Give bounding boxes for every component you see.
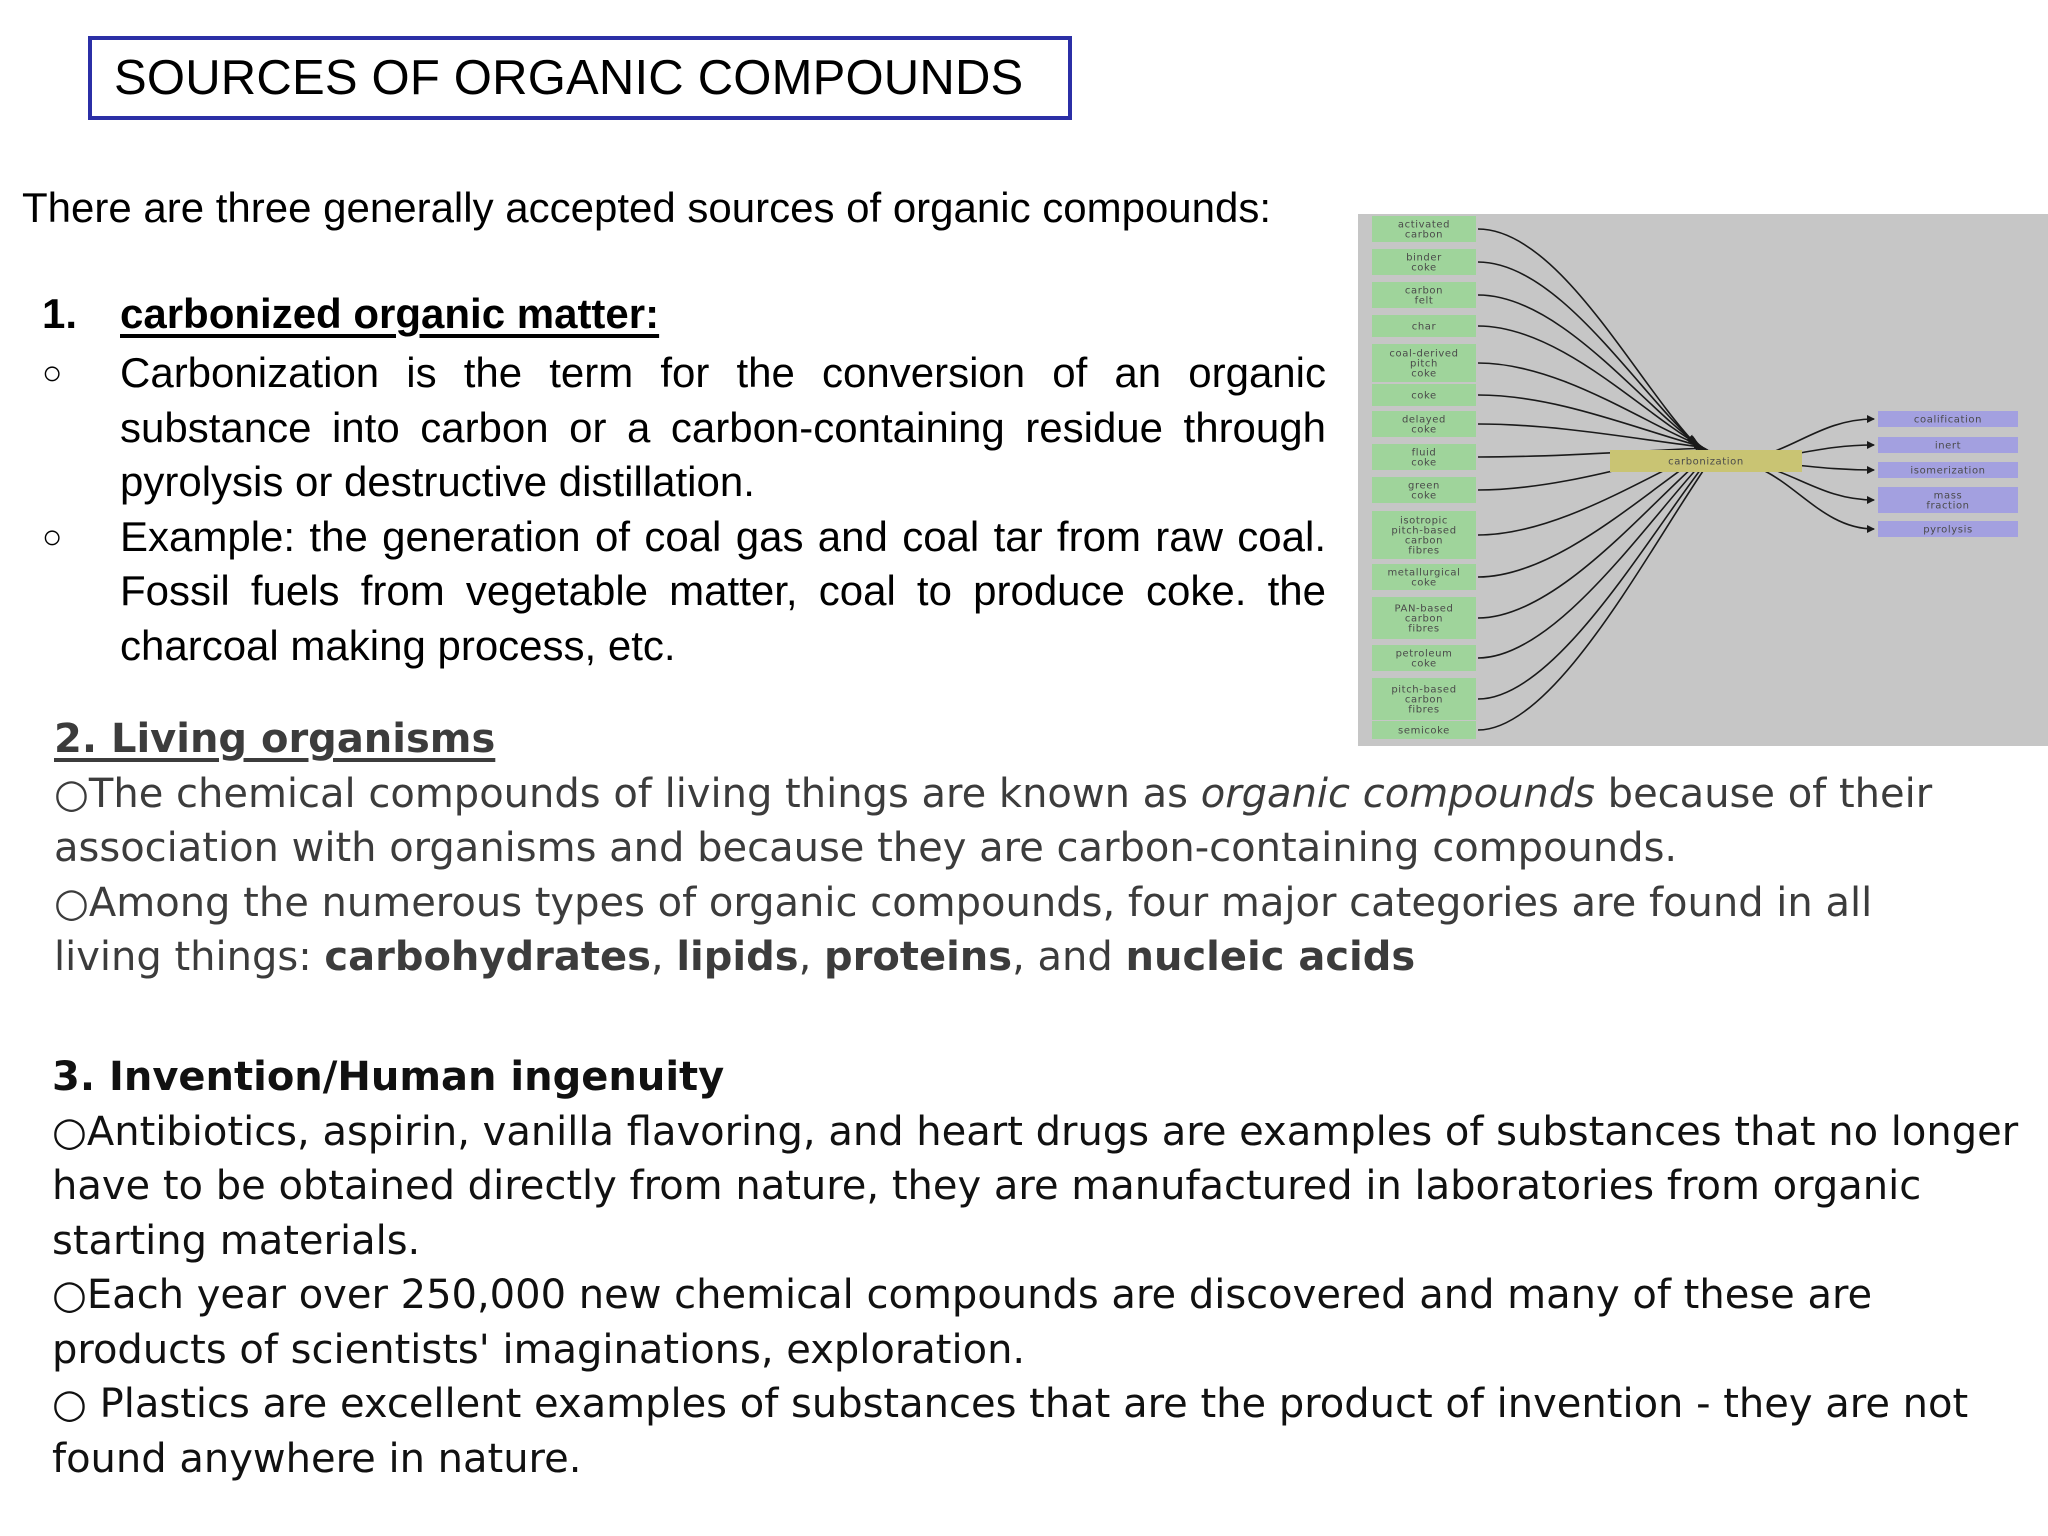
section1-number: 1. <box>42 290 78 337</box>
section1-bullet-list <box>42 346 1326 673</box>
diagram-node-right-label: pyrolysis <box>1923 524 1973 536</box>
section2-paragraph-1 <box>54 767 1984 876</box>
diagram-edge-left <box>1478 229 1694 442</box>
intro-text: There are three generally accepted sources of organic compounds: <box>22 184 1272 231</box>
term-carbohydrates: carbohydrates <box>324 934 651 980</box>
term-proteins: proteins <box>824 934 1013 980</box>
diagram-node-left-label: felt <box>1414 295 1434 307</box>
diagram-node-left-label: green <box>1408 480 1440 492</box>
diagram-edge-left <box>1478 424 1703 447</box>
diagram-edge-left <box>1478 262 1696 443</box>
slide-title-text: SOURCES OF ORGANIC COMPOUNDS <box>114 51 1024 105</box>
section3-paragraph-2: ○Each year over 250,000 new chemical compounds are discovered and many of these are products of scientists' imaginations, exploration. <box>52 1272 1873 1373</box>
diagram-node-left-label: coke <box>1411 658 1437 670</box>
diagram-node-left-label: carbon <box>1404 229 1444 241</box>
separator: , and <box>1012 934 1126 980</box>
diagram-node-right <box>1878 462 2018 478</box>
diagram-node-left-label: coal-derived <box>1389 348 1459 360</box>
diagram-node-left-label: binder <box>1406 252 1442 264</box>
term-lipids: lipids <box>676 934 799 980</box>
diagram-node-left-label: coke <box>1411 457 1437 469</box>
diagram-node-left-label: pitch-based <box>1391 684 1457 696</box>
section3-heading: 3. Invention/Human ingenuity <box>52 1054 725 1100</box>
diagram-node-left <box>1372 597 1476 639</box>
section1-bullet-text: Carbonization is the term for the conversion of an organic substance into carbon or a carbon-containing residue through pyrolysis or destructive distillation. <box>120 349 1326 505</box>
diagram-node-left <box>1372 282 1476 308</box>
diagram-node-right-label: mass <box>1933 490 1963 502</box>
section1-bullet-item <box>42 346 1326 510</box>
diagram-node-left-label: semicoke <box>1398 725 1450 737</box>
diagram-node-left-label: carbon <box>1404 694 1444 706</box>
diagram-node-left-label: fluid <box>1411 447 1437 459</box>
separator: , <box>798 934 824 980</box>
section2-paragraph-2 <box>54 876 1984 985</box>
diagram-edge-left <box>1478 363 1700 446</box>
diagram-node-right <box>1878 437 2018 453</box>
diagram-node-right-label: isomerization <box>1910 465 1986 477</box>
diagram-node-right <box>1878 411 2018 427</box>
section2-p1-text-end: because of their association with organisms and because they are carbon-containing compounds. <box>54 770 1933 871</box>
diagram-node-left-label: fibres <box>1408 545 1440 557</box>
carbonization-diagram <box>1358 214 2048 746</box>
diagram-node-left-label: coke <box>1411 490 1437 502</box>
diagram-node-left-label: pitch-based <box>1391 525 1457 537</box>
slide-title <box>88 36 1072 120</box>
section1-heading-text: carbonized organic matter: <box>120 290 660 337</box>
separator: , <box>650 934 677 980</box>
diagram-edge-left <box>1478 326 1699 445</box>
section3 <box>52 1050 2022 1486</box>
diagram-node-left-label: coke <box>1411 424 1437 436</box>
diagram-node-left <box>1372 444 1476 470</box>
diagram-node-left <box>1372 249 1476 275</box>
diagram-node-left-label: coke <box>1411 368 1437 380</box>
section2 <box>54 712 1984 985</box>
diagram-node-left-label: metallurgical <box>1387 567 1461 579</box>
section1-bullet-text: Example: the generation of coal gas and coal tar from raw coal. Fossil fuels from vegetable matter, coal to produce coke. the charcoal making process, etc. <box>120 512 1326 669</box>
diagram-node-left <box>1372 216 1476 242</box>
section2-p1-italic: organic compounds <box>1200 770 1595 817</box>
diagram-edge-left <box>1478 451 1711 618</box>
section3-paragraph-3: ○ Plastics are excellent examples of substances that are the product of invention - they are not found anywhere in nature. <box>52 1381 1969 1482</box>
diagram-node-left-label: coke <box>1411 390 1437 402</box>
diagram-node-right-label: inert <box>1934 440 1962 452</box>
diagram-node-right <box>1878 521 2018 537</box>
diagram-node-left-label: pitch <box>1410 358 1438 370</box>
diagram-node-left <box>1372 411 1476 437</box>
bullet-circle-icon: ○ <box>42 354 63 392</box>
diagram-node-left <box>1372 315 1476 337</box>
diagram-node-left <box>1372 511 1476 559</box>
diagram-node-left-label: coke <box>1411 577 1437 589</box>
diagram-node-left-label: fibres <box>1408 623 1440 635</box>
bullet-circle-icon: ○ <box>42 517 63 556</box>
diagram-node-left-label: carbon <box>1404 535 1444 547</box>
diagram-node-left-label: delayed <box>1401 414 1447 426</box>
diagram-node-right-label: fraction <box>1926 500 1970 512</box>
section2-p1-text: ○The chemical compounds of living things are known as <box>54 770 1201 817</box>
diagram-node-right <box>1878 487 2018 513</box>
diagram-node-left-label: carbon <box>1404 613 1444 625</box>
diagram-node-left-label: petroleum <box>1395 648 1453 660</box>
diagram-node-left-label: fibres <box>1408 704 1440 716</box>
section1-bullet-item <box>42 510 1326 674</box>
diagram-node-left-label: PAN-based <box>1394 603 1454 615</box>
diagram-node-left-label: isotropic <box>1399 515 1449 527</box>
diagram-node-center <box>1610 450 1802 472</box>
diagram-node-left-label: carbon <box>1404 285 1444 297</box>
diagram-node-left <box>1372 384 1476 406</box>
term-nucleic-acids: nucleic acids <box>1125 934 1416 980</box>
diagram-node-center-label: carbonization <box>1668 456 1744 468</box>
diagram-node-left-label: activated <box>1397 219 1451 231</box>
section2-p2-text: ○Among the numerous types of organic compounds, four major categories are found in all living things: <box>54 879 1873 980</box>
section3-paragraph-1: ○Antibiotics, aspirin, vanilla flavoring, and heart drugs are examples of substances that no longer have to be obtained directly from nature, they are manufactured in laboratories from organic starting materials. <box>52 1108 2019 1264</box>
section1-heading <box>42 290 659 338</box>
carbonization-diagram-svg <box>1358 214 2048 746</box>
diagram-node-right-label: coalification <box>1913 414 1983 426</box>
section2-heading: 2. Living organisms <box>54 716 496 762</box>
diagram-edge-left <box>1478 395 1702 446</box>
diagram-node-left <box>1372 344 1476 382</box>
diagram-node-left <box>1372 477 1476 503</box>
diagram-node-left-label: coke <box>1411 262 1437 274</box>
diagram-node-left-label: char <box>1411 321 1437 333</box>
diagram-node-left <box>1372 645 1476 671</box>
diagram-node-left <box>1372 564 1476 590</box>
